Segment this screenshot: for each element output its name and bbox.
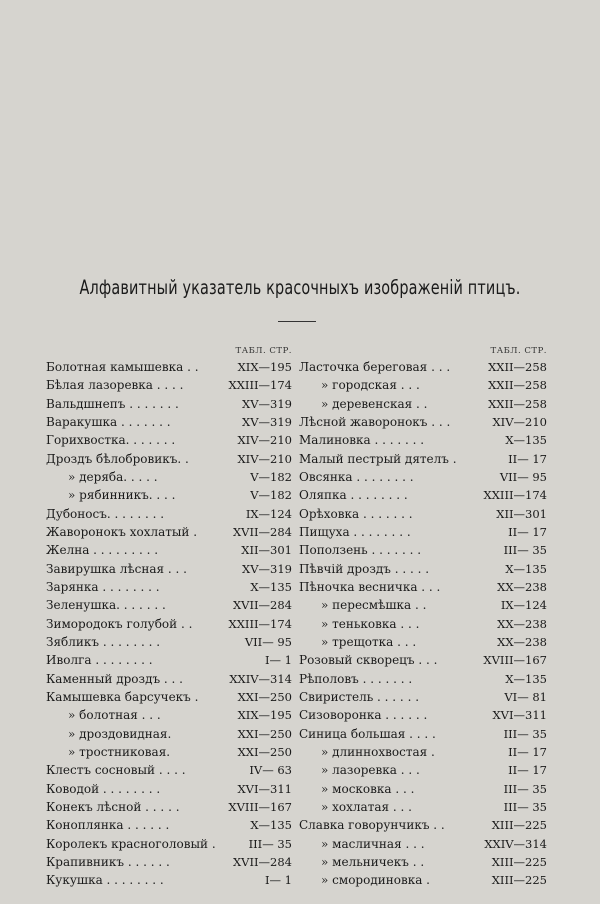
index-entry (299, 468, 547, 486)
index-entry (299, 798, 547, 816)
entry-plate-page: XIII—225 (491, 854, 547, 869)
index-entry (299, 871, 547, 889)
entry-name: Лѣсной жаворонокъ . . . (299, 414, 451, 429)
entry-plate-page: III— 35 (503, 781, 547, 796)
entry-name: » трещотка . . . (321, 634, 417, 649)
entries-left (46, 358, 292, 890)
entry-name: Ководой . . . . . . . . (46, 781, 161, 796)
column-header-right (299, 344, 547, 358)
entry-name: Дубоносъ. . . . . . . . (46, 506, 165, 521)
entry-plate-page: XXI—250 (237, 726, 292, 741)
entry-name: Малый пестрый дятелъ . (299, 451, 457, 466)
entry-plate-page: XX—238 (497, 616, 547, 631)
entry-plate-page: XVIII—167 (228, 799, 292, 814)
entry-plate-page: VII— 95 (499, 469, 547, 484)
entry-plate-page: XXII—258 (488, 396, 547, 411)
entry-plate-page: X—135 (250, 818, 292, 833)
entry-name: Ласточка береговая . . . (299, 360, 451, 374)
index-entry (46, 871, 292, 889)
entry-name: Свиристель . . . . . . (299, 689, 420, 704)
index-entry (299, 450, 547, 468)
index-entry (46, 596, 292, 614)
entry-plate-page: IX—124 (245, 506, 292, 521)
index-entry (299, 688, 547, 706)
entry-plate-page: XV—319 (242, 561, 292, 576)
entry-plate-page: VI— 81 (504, 689, 547, 704)
entry-plate-page: XII—301 (241, 543, 292, 558)
entry-plate-page: II— 17 (508, 524, 547, 539)
entry-name: » московка . . . (321, 781, 415, 796)
entries-right (299, 358, 547, 890)
entry-plate-page: XVII—284 (232, 598, 292, 613)
entry-name: Иволга . . . . . . . . (46, 653, 153, 668)
index-entry (299, 376, 547, 394)
index-entry (299, 541, 547, 559)
index-entry (299, 761, 547, 779)
entry-plate-page: XIV—210 (237, 451, 292, 466)
entry-plate-page: XIII—225 (491, 873, 547, 888)
entry-plate-page: I— 1 (264, 873, 292, 888)
entry-plate-page: X—135 (505, 433, 547, 448)
index-entry (46, 835, 292, 853)
entry-name: » масличная . . . (321, 836, 425, 851)
index-entry (46, 578, 292, 596)
entry-plate-page: XXIII—174 (228, 616, 292, 631)
index-entry (46, 651, 292, 669)
index-entry (46, 761, 292, 779)
entry-name: Клестъ сосновый . . . . (46, 763, 186, 778)
entry-name: Оляпка . . . . . . . . (299, 488, 408, 503)
index-entry (299, 578, 547, 596)
entry-name: » смородиновка . (321, 873, 430, 888)
entry-plate-page: XXIII—174 (483, 488, 547, 503)
index-entry (46, 633, 292, 651)
entry-plate-page: XVIII—167 (483, 653, 547, 668)
index-entry (46, 541, 292, 559)
entry-name: Дроздъ бѣлобровикъ. . (46, 451, 189, 466)
entry-plate-page: IX—124 (500, 598, 547, 613)
entry-name: Желна . . . . . . . . . (46, 543, 159, 558)
index-entry (46, 743, 292, 761)
entry-plate-page: II— 17 (508, 744, 547, 759)
column-header-label: ТАБЛ. СТР. (490, 346, 547, 356)
entry-name: » хохлатая . . . (321, 799, 412, 814)
entry-plate-page: V—182 (250, 469, 292, 484)
entry-name: Зимородокъ голубой . . (46, 616, 193, 631)
entry-name: » лазоревка . . . (321, 763, 420, 778)
index-entry (299, 413, 547, 431)
index-entry (299, 651, 547, 669)
entry-plate-page: X—135 (250, 579, 292, 594)
entry-name: Бѣлая лазоревка . . . . (46, 378, 184, 393)
entry-plate-page: XXII—258 (488, 378, 547, 393)
entry-name: Пѣвчiй дроздъ . . . . . (299, 561, 430, 576)
entry-plate-page: V—182 (250, 488, 292, 503)
index-entry (46, 560, 292, 578)
entry-plate-page: XVII—284 (232, 854, 292, 869)
entry-name: Зябликъ . . . . . . . . (46, 634, 161, 649)
entry-plate-page: XX—238 (497, 634, 547, 649)
index-entry (46, 725, 292, 743)
entry-name: Сизоворонка . . . . . . (299, 708, 428, 723)
entry-name: Каменный дроздъ . . . (46, 671, 183, 686)
title-divider (278, 321, 316, 322)
entry-plate-page: XIV—210 (237, 433, 292, 448)
entry-plate-page: X—135 (505, 561, 547, 576)
entry-name: Синица большая . . . . (299, 726, 436, 741)
index-entry (46, 670, 292, 688)
entry-plate-page: VII— 95 (244, 634, 292, 649)
column-header-label: ТАБЛ. СТР. (235, 346, 292, 356)
index-entry (46, 706, 292, 724)
index-entry (299, 505, 547, 523)
entry-name: » тростниковая. (68, 744, 171, 759)
entry-plate-page: XVII—284 (232, 524, 292, 539)
entry-name: Пищуха . . . . . . . . (299, 524, 411, 539)
index-entry (299, 743, 547, 761)
index-entry (299, 615, 547, 633)
entry-name: Завирушка лѣсная . . . (46, 561, 187, 576)
index-entry (46, 688, 292, 706)
entry-name: Крапивникъ . . . . . . (46, 854, 170, 869)
entry-plate-page: XXIII—174 (228, 378, 292, 393)
entry-plate-page: X—135 (505, 671, 547, 686)
index-entry (299, 633, 547, 651)
entry-plate-page: III— 35 (248, 836, 292, 851)
entry-name: Рѣполовъ . . . . . . . (299, 671, 413, 686)
index-entry (46, 486, 292, 504)
index-entry (46, 505, 292, 523)
index-entry (299, 835, 547, 853)
index-entry (46, 780, 292, 798)
entry-plate-page: XX—238 (497, 579, 547, 594)
entry-name: Королекъ красноголовый . (46, 836, 216, 851)
entry-plate-page: XIV—210 (492, 414, 547, 429)
index-entry (46, 615, 292, 633)
entry-plate-page: XII—301 (496, 506, 547, 521)
index-entry (299, 706, 547, 724)
page-title: Алфавитный указатель красочныхъ изображенiй птицъ. (79, 276, 521, 299)
entry-plate-page: XXIV—314 (229, 671, 292, 686)
index-entry (46, 450, 292, 468)
entry-plate-page: XIX—195 (237, 360, 292, 374)
entry-name: Болотная камышевка . . (46, 360, 199, 374)
entry-name: Вальдшнепъ . . . . . . . (46, 396, 179, 411)
entry-name: Варакушка . . . . . . . (46, 414, 171, 429)
index-entry (299, 816, 547, 834)
entry-name: » городская . . . (321, 378, 420, 393)
index-entry (299, 358, 547, 376)
entry-name: Конекъ лѣсной . . . . . (46, 799, 180, 814)
index-entry (299, 725, 547, 743)
entry-plate-page: XIX—195 (237, 708, 292, 723)
entry-plate-page: XV—319 (242, 414, 292, 429)
entry-name: Орѣховка . . . . . . . (299, 506, 413, 521)
entry-name: » рябинникъ. . . . (68, 488, 176, 503)
entry-plate-page: XV—319 (242, 396, 292, 411)
entry-plate-page: XVI—311 (237, 781, 292, 796)
entry-name: » болотная . . . (68, 708, 161, 723)
entry-plate-page: III— 35 (503, 799, 547, 814)
entry-name: Овсянка . . . . . . . . (299, 469, 414, 484)
index-entry (46, 413, 292, 431)
column-header-left (46, 344, 292, 358)
entry-name: Камышевка барсучекъ . (46, 689, 199, 704)
index-entry (46, 853, 292, 871)
index-entry (299, 486, 547, 504)
index-entry (299, 523, 547, 541)
entry-name: Горихвостка. . . . . . . (46, 433, 176, 448)
entry-plate-page: IV— 63 (249, 763, 292, 778)
entry-plate-page: XIII—225 (491, 818, 547, 833)
entry-plate-page: II— 17 (508, 451, 547, 466)
entry-name: Славка говорунчикъ . . (299, 818, 445, 833)
index-entry (299, 853, 547, 871)
entry-name: Поползень . . . . . . . (299, 543, 422, 558)
entry-plate-page: XXI—250 (237, 689, 292, 704)
index-entry (46, 376, 292, 394)
entry-name: Малиновка . . . . . . . (299, 433, 425, 448)
entry-name: Коноплянка . . . . . . (46, 818, 170, 833)
entry-plate-page: III— 35 (503, 543, 547, 558)
index-entry (46, 798, 292, 816)
entry-plate-page: III— 35 (503, 726, 547, 741)
index-entry (299, 780, 547, 798)
entry-name: » дроздовидная. (68, 726, 172, 741)
entry-name: » теньковка . . . (321, 616, 420, 631)
index-entry (299, 670, 547, 688)
entry-name: Зарянка . . . . . . . . (46, 579, 160, 594)
entry-plate-page: XXII—258 (488, 360, 547, 374)
entry-name: » мельничекъ . . (321, 854, 425, 869)
entry-name: » пересмѣшка . . (321, 598, 427, 613)
entry-plate-page: II— 17 (508, 763, 547, 778)
entry-plate-page: XXIV—314 (484, 836, 547, 851)
entry-plate-page: I— 1 (264, 653, 292, 668)
entry-name: Кукушка . . . . . . . . (46, 873, 164, 888)
entry-name: » деряба. . . . . (68, 469, 158, 484)
index-entry (299, 431, 547, 449)
index-column-left (46, 344, 292, 890)
index-entry (46, 816, 292, 834)
index-entry (299, 560, 547, 578)
index-column-right (299, 344, 547, 890)
entry-plate-page: XVI—311 (492, 708, 547, 723)
entry-name: » длиннохвостая . (321, 744, 435, 759)
index-entry (299, 395, 547, 413)
index-entry (299, 596, 547, 614)
index-entry (46, 431, 292, 449)
index-entry (46, 468, 292, 486)
index-entry (46, 358, 292, 376)
entry-name: Зеленушка. . . . . . . (46, 598, 166, 613)
entry-name: » деревенская . . (321, 396, 428, 411)
index-entry (46, 523, 292, 541)
entry-name: Жаворонокъ хохлатый . (46, 524, 198, 539)
index-entry (46, 395, 292, 413)
entry-name: Розовый скворецъ . . . (299, 653, 438, 668)
entry-plate-page: XXI—250 (237, 744, 292, 759)
entry-name: Пѣночка весничка . . . (299, 579, 441, 594)
